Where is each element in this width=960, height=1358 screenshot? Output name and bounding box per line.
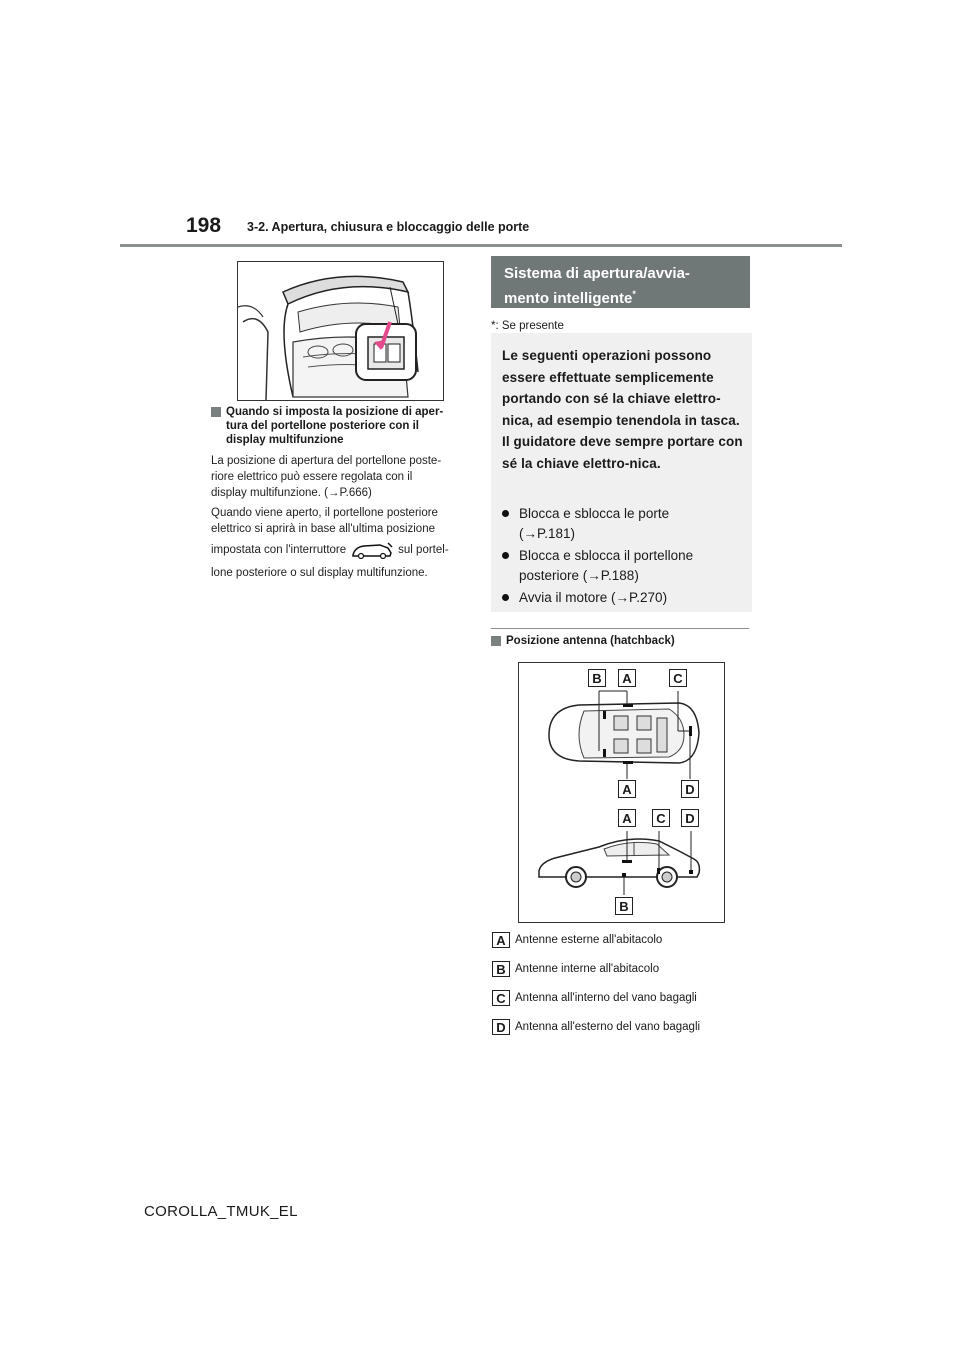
bullet-dot xyxy=(502,510,509,517)
banner-title-text: Sistema di apertura/avvia- mento intelligente xyxy=(504,265,690,307)
banner-title xyxy=(504,263,690,309)
fig-label-c-side: C xyxy=(652,809,670,827)
legend-key-d: D xyxy=(492,1019,510,1035)
legend-row-c xyxy=(492,990,697,1006)
fig-label-d-side: D xyxy=(681,809,699,827)
tailgate-illustration xyxy=(237,261,444,401)
setting-para-1: La posizione di apertura del portellone poste- riore elettrico può essere regolata con il display multifunzione. (→P.666) xyxy=(211,455,442,499)
setting-heading: Quando si imposta la posizione di aper- tura del portellone posteriore con il display multifunzione xyxy=(211,405,471,447)
fig-label-c-top: C xyxy=(669,669,687,687)
header-rule xyxy=(120,244,842,247)
info-item-3-line-1: Avvia il motore (→P.270) xyxy=(519,590,668,605)
info-item-1-line-2: (→P.181) xyxy=(519,526,576,541)
tailgate-drawing xyxy=(238,262,443,400)
legend-text-d: Antenna all'esterno del vano bagagli xyxy=(515,1021,701,1033)
footer-doc-code: COROLLA_TMUK_EL xyxy=(144,1203,298,1220)
antenna-heading: Posizione antenna (hatchback) xyxy=(491,634,960,648)
fig-label-a-mid: A xyxy=(618,780,636,798)
fig-label-b-bottom: B xyxy=(615,897,633,915)
antenna-figure xyxy=(518,662,725,923)
fig-label-d-mid: D xyxy=(681,780,699,798)
legend-key-b: B xyxy=(492,961,510,977)
section-title: 3-2. Apertura, chiusura e bloccaggio delle porte xyxy=(247,220,530,234)
tailgate-switch-icon xyxy=(350,541,394,559)
page-number: 198 xyxy=(186,214,222,237)
setting-section xyxy=(211,405,471,581)
fig-label-a-side: A xyxy=(618,809,636,827)
setting-para-2-line-2: elettrico si aprirà in base all'ultima posizione xyxy=(211,523,435,535)
info-item-1-line-1: Blocca e sblocca le porte xyxy=(519,506,670,521)
info-item-2-line-1: Blocca e sblocca il portellone xyxy=(519,548,694,563)
section-divider xyxy=(491,628,749,629)
setting-para-2-line-3 xyxy=(211,541,471,559)
legend-text-c: Antenna all'interno del vano bagagli xyxy=(515,992,697,1004)
legend-row-b xyxy=(492,961,659,977)
section-banner xyxy=(491,256,750,308)
setting-para-2-line-1: Quando viene aperto, il portellone posteriore xyxy=(211,507,438,519)
legend-key-c: C xyxy=(492,990,510,1006)
footnote: *: Se presente xyxy=(491,320,564,332)
info-item-1 xyxy=(502,504,669,544)
setting-para-2-line-3a: impostata con l'interruttore xyxy=(211,544,347,556)
bullet-dot xyxy=(502,552,509,559)
banner-asterisk: * xyxy=(632,289,636,299)
legend-text-a: Antenne esterne all'abitacolo xyxy=(515,934,663,946)
setting-para-2-line-4: lone posteriore o sul display multifunzione. xyxy=(211,567,428,579)
legend-row-a xyxy=(492,932,662,948)
legend-row-d xyxy=(492,1019,700,1035)
info-item-2-line-2: posteriore (→P.188) xyxy=(519,568,639,583)
fig-label-b-top: B xyxy=(588,669,606,687)
info-item-2 xyxy=(502,546,693,586)
bullet-dot xyxy=(502,594,509,601)
setting-para-2-line-3b: sul portel- xyxy=(398,544,449,556)
info-box xyxy=(491,333,752,612)
info-intro: Le seguenti operazioni possono essere effettuate semplicemente portando con sé la chiave elettro-nica, ad esempio tenendola in tasca. Il guidatore deve sempre portare con sé la chiave elettro-nica. xyxy=(502,348,743,471)
legend-text-b: Antenne interne all'abitacolo xyxy=(515,963,660,975)
legend-key-a: A xyxy=(492,932,510,948)
fig-label-a-top: A xyxy=(618,669,636,687)
info-item-3 xyxy=(502,588,667,608)
